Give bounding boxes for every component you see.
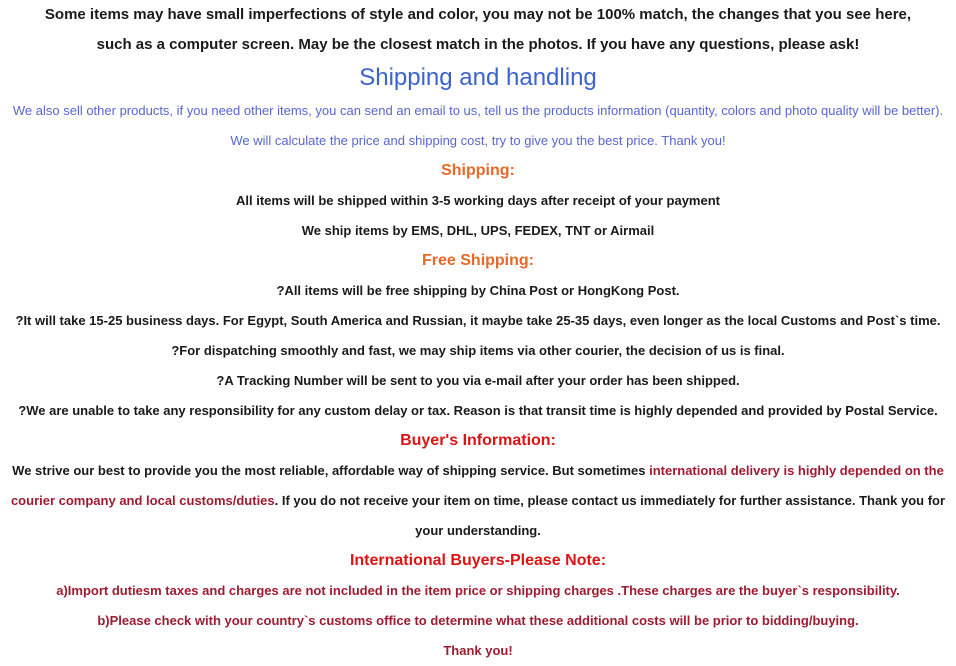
shipping-heading — [0, 156, 956, 186]
text-segment: International Buyers-Please Note: — [349, 552, 607, 569]
text-segment: ?For dispatching smoothly and fast, we may ship items via other courier, the decision of us is final. — [171, 343, 785, 358]
text-segment: Shipping: — [441, 162, 515, 179]
text-segment: We will calculate the price and shipping cost, try to give you the best price. Thank you! — [230, 133, 726, 148]
free-shipping-line-3 — [0, 336, 956, 366]
text-segment: ?We are unable to take any responsibility for any custom delay or tax. Reason is that transit time is highly depended and provided by Postal Service. — [18, 403, 938, 418]
text-segment: We ship items by EMS, DHL, UPS, FEDEX, TNT or Airmail — [301, 223, 655, 238]
text-segment: international delivery is highly depended on the — [649, 463, 944, 478]
text-segment: such as a computer screen. May be the closest match in the photos. If you have any questions, please ask! — [96, 36, 860, 53]
free-shipping-line-4 — [0, 366, 956, 396]
text-segment: We strive our best to provide you the most reliable, affordable way of shipping service. But sometimes — [12, 463, 650, 478]
international-buyers-line-a — [0, 576, 956, 606]
text-segment: Thank you! — [443, 643, 513, 658]
text-segment: Some items may have small imperfections of style and color, you may not be 100% match, the changes that you see here, — [44, 6, 912, 23]
other-products-line-1 — [0, 96, 956, 126]
text-segment: . If you do not receive your item on time, please contact us immediately for further assistance. Thank you for — [274, 493, 946, 508]
free-shipping-line-2 — [0, 306, 956, 336]
text-segment: We also sell other products, if you need other items, you can send an email to us, tell us the products information (quantity, colors and photo quality will be better). — [12, 103, 944, 118]
international-buyers-heading — [0, 546, 956, 576]
text-segment: Buyer's Information: — [400, 432, 556, 449]
shipping-line-1 — [0, 186, 956, 216]
thank-you-line — [0, 636, 956, 666]
text-segment: Shipping and handling — [359, 64, 597, 91]
shipping-line-2 — [0, 216, 956, 246]
free-shipping-line-5 — [0, 396, 956, 426]
text-segment: Free Shipping: — [422, 252, 534, 269]
text-segment: ?A Tracking Number will be sent to you via e-mail after your order has been shipped. — [216, 373, 740, 388]
buyers-information-line-1 — [0, 456, 956, 486]
buyers-information-line-2 — [0, 486, 956, 516]
text-segment: your understanding. — [415, 523, 541, 538]
shipping-and-handling-title — [0, 60, 956, 96]
text-segment: courier company and local customs/duties — [10, 493, 275, 508]
disclaimer-line-2 — [0, 30, 956, 60]
disclaimer-line-1 — [0, 0, 956, 30]
text-segment: ?It will take 15-25 business days. For Egypt, South America and Russian, it maybe take 25-35 days, even longer as the local Customs and Post`s time. — [15, 313, 941, 328]
buyers-information-heading — [0, 426, 956, 456]
free-shipping-heading — [0, 246, 956, 276]
free-shipping-line-1 — [0, 276, 956, 306]
other-products-line-2 — [0, 126, 956, 156]
text-segment: All items will be shipped within 3-5 working days after receipt of your payment — [236, 193, 720, 208]
text-segment: b)Please check with your country`s customs office to determine what these additional costs will be prior to bidding/buying. — [97, 613, 859, 628]
text-segment: a)Import dutiesm taxes and charges are not included in the item price or shipping charges .These charges are the buyer`s responsibility. — [56, 583, 900, 598]
international-buyers-line-b — [0, 606, 956, 636]
buyers-information-line-3 — [0, 516, 956, 546]
text-segment: ?All items will be free shipping by China Post or HongKong Post. — [276, 283, 680, 298]
